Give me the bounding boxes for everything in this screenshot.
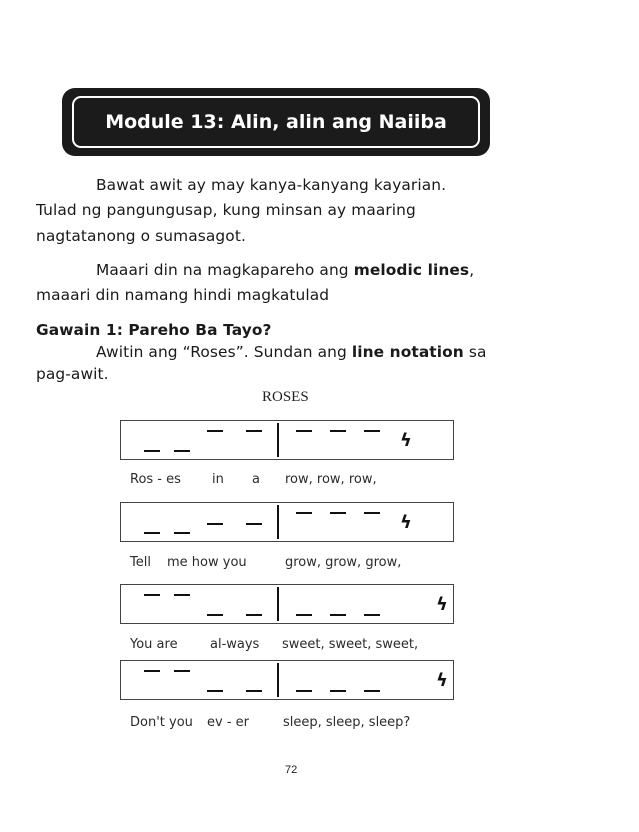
note-dash [246, 430, 262, 432]
bar-line [277, 587, 279, 621]
quarter-rest-icon: ϟ [436, 594, 448, 615]
note-dash [296, 690, 312, 692]
lyric-1-word-3: a [252, 472, 260, 487]
module-title: Module 13: Alin, alin ang Naiiba [105, 111, 447, 133]
lyric-2-word-2: me how you [167, 555, 247, 570]
lyric-4-word-3: sleep, sleep, sleep? [283, 715, 411, 730]
lyric-1-word-1: Ros - es [130, 472, 181, 487]
page-number: 72 [285, 764, 298, 776]
note-dash [144, 594, 160, 596]
quarter-rest-icon: ϟ [436, 670, 448, 691]
lyric-2-word-1: Tell [130, 555, 151, 570]
note-dash [330, 614, 346, 616]
note-dash [174, 450, 190, 452]
paragraph2-line1 [96, 259, 474, 281]
paragraph2-line1-suffix: , [469, 261, 475, 279]
note-dash [207, 690, 223, 692]
lyric-3-word-1: You are [130, 637, 178, 652]
activity-line1-text: Awitin ang “Roses”. Sundan ang [96, 343, 352, 361]
melodic-lines-term: melodic lines [353, 261, 470, 279]
note-dash [174, 670, 190, 672]
bar-line [277, 423, 279, 457]
activity-line1-suffix: sa [463, 343, 487, 361]
activity-line1 [96, 341, 487, 363]
paragraph1-line3: nagtatanong o sumasagot. [36, 227, 246, 245]
note-dash [364, 614, 380, 616]
note-dash [144, 450, 160, 452]
lyric-1-word-4: row, row, row, [285, 472, 377, 487]
note-dash [364, 512, 380, 514]
note-dash [174, 594, 190, 596]
paragraph2-line2: maaari din namang hindi magkatulad [36, 286, 330, 304]
notation-box-3 [120, 584, 454, 624]
note-dash [296, 512, 312, 514]
paragraph1-line2: Tulad ng pangungusap, kung minsan ay maaring [36, 201, 416, 219]
note-dash [330, 430, 346, 432]
note-dash [296, 430, 312, 432]
activity-heading: Gawain 1: Pareho Ba Tayo? [36, 321, 272, 339]
lyric-3-word-2: al-ways [210, 637, 260, 652]
paragraph1-line1: Bawat awit ay may kanya-kanyang kayarian. [96, 176, 447, 194]
note-dash [246, 690, 262, 692]
note-dash [207, 430, 223, 432]
activity-line2: pag-awit. [36, 365, 109, 383]
note-dash [246, 614, 262, 616]
quarter-rest-icon: ϟ [400, 430, 412, 451]
notation-box-4 [120, 660, 454, 700]
lyric-1-word-2: in [212, 472, 224, 487]
line-notation-term: line notation [351, 343, 464, 361]
bar-line [277, 663, 279, 697]
lyric-3-word-3: sweet, sweet, sweet, [282, 637, 419, 652]
bar-line [277, 505, 279, 539]
note-dash [174, 532, 190, 534]
note-dash [364, 430, 380, 432]
note-dash [330, 512, 346, 514]
note-dash [207, 614, 223, 616]
note-dash [330, 690, 346, 692]
note-dash [144, 670, 160, 672]
song-title: ROSES [262, 389, 309, 405]
quarter-rest-icon: ϟ [400, 512, 412, 533]
lyric-2-word-3: grow, grow, grow, [285, 555, 402, 570]
note-dash [144, 532, 160, 534]
note-dash [364, 690, 380, 692]
note-dash [246, 523, 262, 525]
note-dash [207, 523, 223, 525]
paragraph2-line1-text: Maaari din na magkapareho ang [96, 261, 354, 279]
lyric-4-word-2: ev - er [207, 715, 249, 730]
lyric-4-word-1: Don't you [130, 715, 193, 730]
note-dash [296, 614, 312, 616]
